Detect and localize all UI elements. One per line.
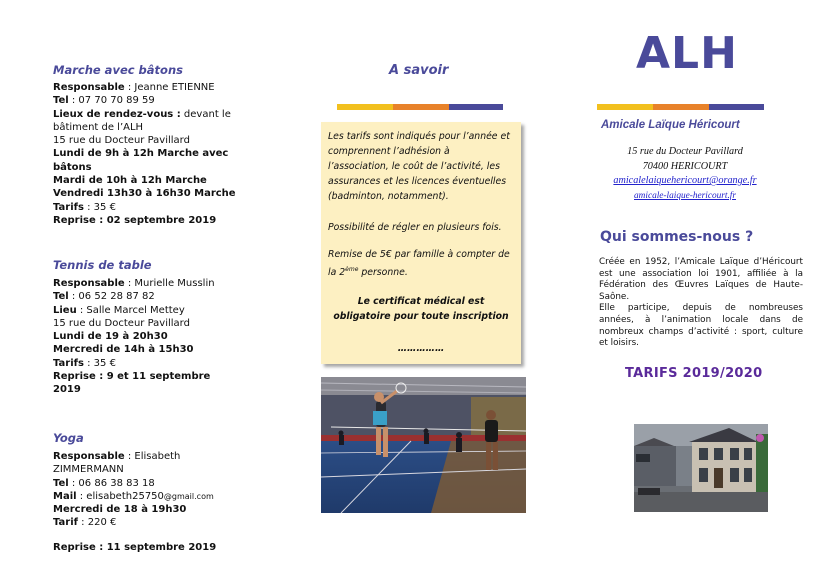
- stripe-orange: [393, 104, 449, 110]
- yoga-responsable-line2: ZIMMERMANN: [53, 464, 124, 476]
- stripe-yellow-right: [597, 104, 653, 110]
- yoga-details: [53, 450, 214, 530]
- tennis-reprise-a: Reprise : 9 et 11 septembre: [53, 371, 211, 383]
- section-title-marche: Marche avec bâtons: [53, 63, 183, 77]
- stripe-blue: [449, 104, 503, 110]
- yoga-schedule: Mercredi de 18 à 19h30: [53, 504, 187, 516]
- tennis-responsable: Responsable : Murielle Musslin: [53, 278, 215, 289]
- tennis-tel: Tel : 06 52 28 87 82: [53, 291, 155, 303]
- tennis-details: [53, 277, 215, 397]
- building-illustration: [634, 424, 768, 512]
- info-paragraph-1: Les tarifs sont indiqués pour l’année et comprennent l’adhésion à l’association, le coût de l’activité, les assurances et les licences éventuelles (badminton, notamment).: [328, 131, 510, 202]
- info-box: [321, 122, 521, 364]
- org-address-line2: 70400 HERICOURT: [642, 160, 728, 172]
- org-name: Amicale Laïque Héricourt: [601, 119, 740, 131]
- stripe-blue-right: [709, 104, 764, 110]
- building-photo: [634, 424, 768, 512]
- org-address-block: [575, 145, 795, 203]
- tennis-schedule-2: Mercredi de 14h à 15h30: [53, 344, 194, 356]
- info-dots: ……………: [397, 343, 445, 354]
- yoga-mail: Mail : elisabeth25750@gmail.com: [53, 490, 214, 502]
- org-acronym: ALH: [636, 28, 738, 79]
- asavoir-title: A savoir: [389, 63, 449, 78]
- badminton-photo: [321, 377, 526, 513]
- info-paragraph-3: Remise de 5€ par famille à compter de la 2ème personne.: [328, 249, 510, 279]
- marche-schedule-3: Vendredi 13h30 à 16h30 Marche: [53, 188, 236, 200]
- stripe-orange-right: [653, 104, 709, 110]
- marche-schedule-1a: Lundi de 9h à 12h Marche avec: [53, 148, 229, 160]
- info-paragraph-2: Possibilité de régler en plusieurs fois.: [328, 222, 502, 233]
- badminton-illustration: [321, 377, 526, 513]
- yoga-responsable: Responsable : Elisabeth: [53, 451, 181, 462]
- yoga-reprise: Reprise : 11 septembre 2019: [53, 542, 217, 553]
- section-title-tennis: Tennis de table: [53, 258, 152, 272]
- tennis-schedule-1: Lundi de 19 à 20h30: [53, 331, 168, 343]
- yoga-tel: Tel : 06 86 38 83 18: [53, 477, 155, 489]
- tennis-address: 15 rue du Docteur Pavillard: [53, 317, 190, 329]
- tennis-tarifs: Tarifs : 35 €: [53, 357, 116, 369]
- tennis-lieu: Lieu : Salle Marcel Mettey: [53, 304, 185, 316]
- section-title-yoga: Yoga: [53, 431, 84, 445]
- about-title: Qui sommes-nous ?: [600, 229, 754, 245]
- tennis-reprise-b: 2019: [53, 384, 81, 396]
- marche-address: 15 rue du Docteur Pavillard: [53, 135, 190, 147]
- info-certificat: Le certificat médical est obligatoire pour toute inscription: [333, 296, 509, 322]
- marche-reprise: Reprise : 02 septembre 2019: [53, 214, 217, 226]
- yoga-tarif: Tarif : 220 €: [53, 517, 117, 529]
- marche-details: [53, 81, 236, 227]
- marche-schedule-1b: bâtons: [53, 161, 92, 173]
- org-email-link[interactable]: amicalelaiquehericourt@orange.fr: [613, 175, 757, 186]
- org-website-link[interactable]: amicale-laique-hericourt.fr: [634, 190, 736, 201]
- tarifs-title: TARIFS 2019/2020: [625, 366, 763, 381]
- marche-lieux: Lieux de rendez-vous : devant le: [53, 108, 231, 120]
- about-paragraph: Créée en 1952, l’Amicale Laïque d’Héricourt est une association loi 1901, affiliée à la Fédération des Œuvres Laïques de Haute- Saône. Elle participe, depuis de nombreuses années, à l’animation locale dans de nombreux champs d’activité : sport, culture et loisirs.: [599, 257, 803, 349]
- marche-schedule-2: Mardi de 10h à 12h Marche: [53, 175, 207, 187]
- marche-tarifs: Tarifs : 35 €: [53, 201, 116, 213]
- marche-tel: Tel : 07 70 70 89 59: [53, 95, 155, 107]
- stripe-yellow: [337, 104, 393, 110]
- marche-lieux-line2: bâtiment de l’ALH: [53, 121, 144, 133]
- marche-responsable: Responsable : Jeanne ETIENNE: [53, 82, 215, 93]
- org-address-line1: 15 rue du Docteur Pavillard: [627, 146, 743, 157]
